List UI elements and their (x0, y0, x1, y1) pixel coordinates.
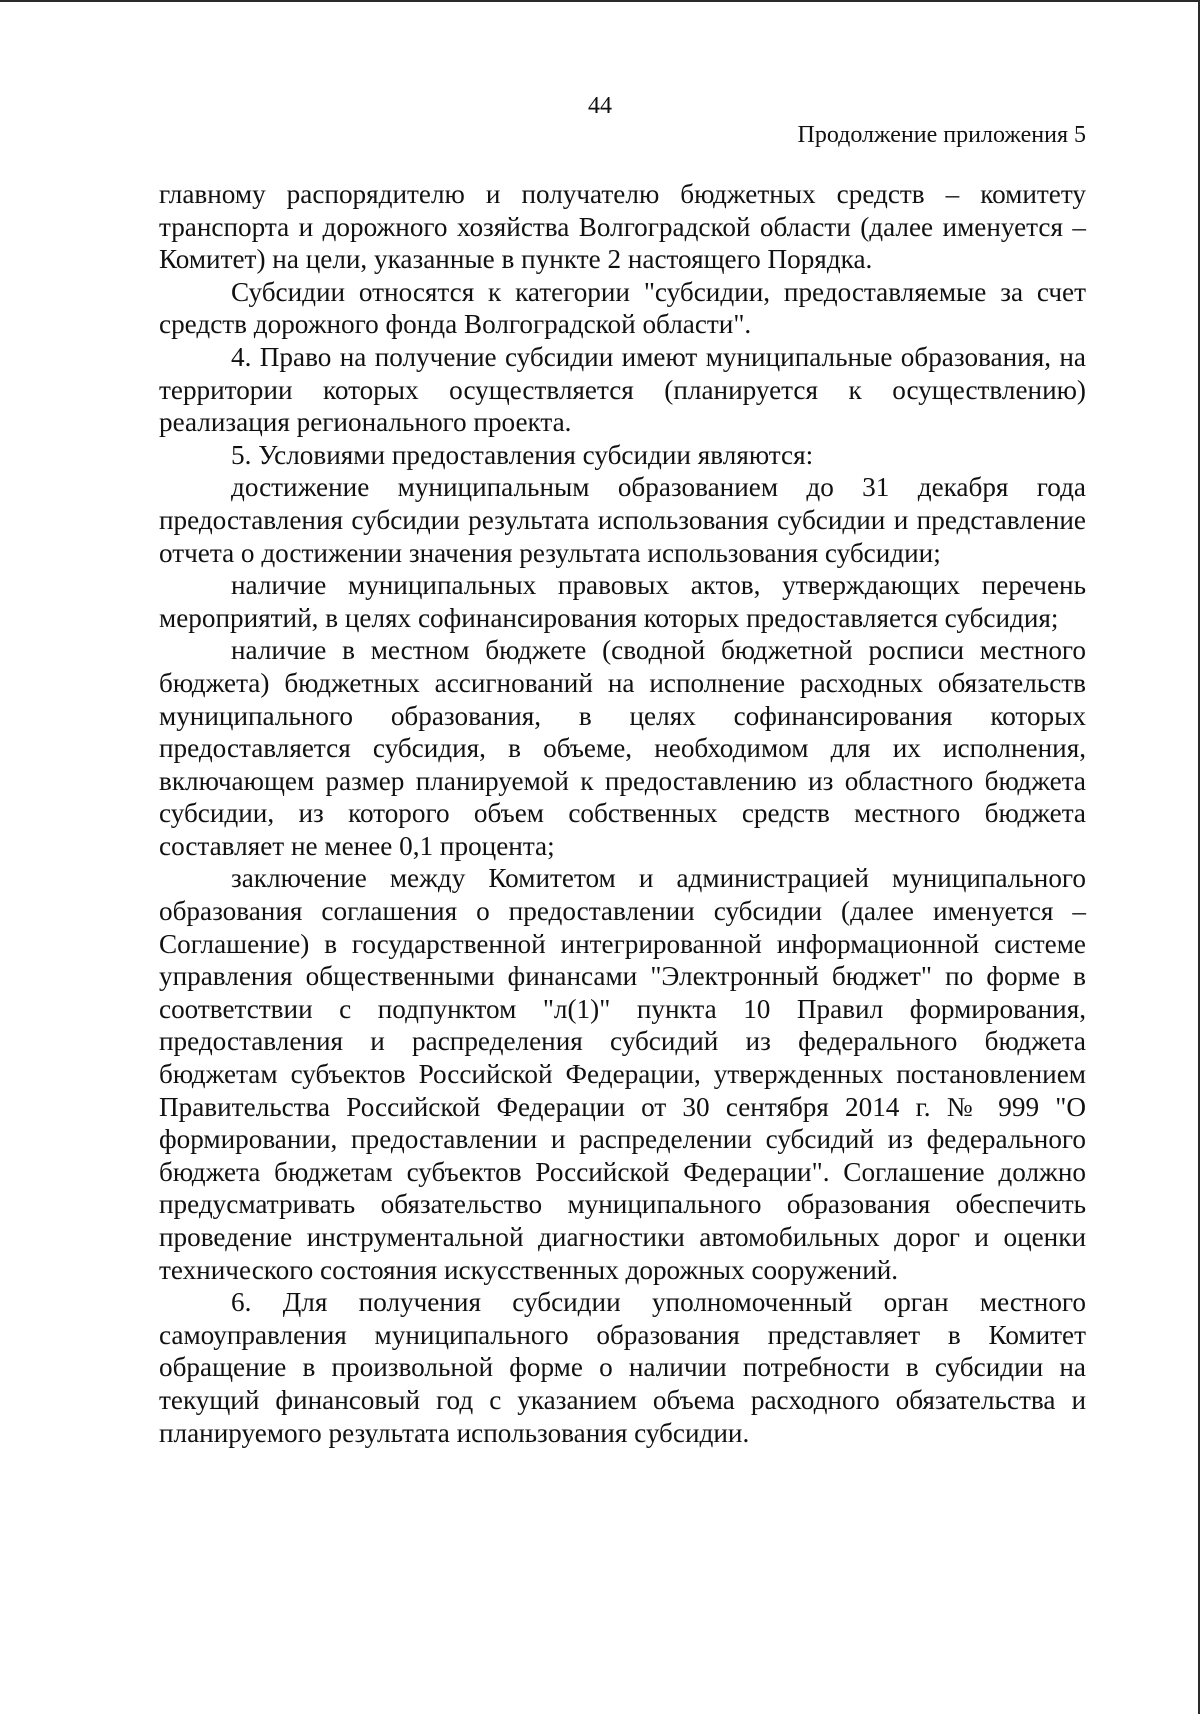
page-number: 44 (588, 93, 612, 119)
appendix-continuation-label: Продолжение приложения 5 (797, 122, 1086, 148)
paragraph-condition-local-budget: наличие в местном бюджете (сводной бюджетной росписи местного бюджета) бюджетных ассигнований на исполнение расходных обязательств муниципального образования, в целях софинансирования которых предоставляется субсидия, в объеме, необходимом для их исполнения, включающем размер планируемой к предоставлению из областного бюджета субсидии, из которого объем собственных средств местного бюджета составляет не менее 0,1 процента; (159, 635, 1086, 861)
paragraph-budget-recipient: главному распорядителю и получателю бюджетных средств – комитету транспорта и дорожного хозяйства Волгоградской области (далее именуется – Комитет) на цели, указанные в пункте 2 настоящего Порядка. (159, 179, 1086, 275)
paragraph-condition-agreement: заключение между Комитетом и администрацией муниципального образования соглашения о предоставлении субсидии (далее именуется – Соглашение) в государственной интегрированной информационной системе управления общественными финансами "Электронный бюджет" по форме в соответствии с подпунктом "л(1)" пункта 10 Правил формирования, предоставления и распределения субсидий из федерального бюджета бюджетам субъектов Российской Федерации, утвержденных постановлением Правительства Российской Федерации от 30 сентября 2014 г. № 999 "О формировании, предоставлении и распределении субсидий из федерального бюджета бюджетам субъектов Российской Федерации". Соглашение должно предусматривать обязательство муниципального образования обеспечить проведение инструментальной диагностики автомобильных дорог и оценки технического состояния искусственных дорожных сооружений. (159, 863, 1086, 1285)
document-body (159, 178, 1086, 1449)
paragraph-item-5: 5. Условиями предоставления субсидии являются: (231, 439, 814, 470)
paragraph-item-4: 4. Право на получение субсидии имеют муниципальные образования, на территории которых осуществляется (планируется к осуществлению) реализация регионального проекта. (159, 341, 1086, 438)
scan-edge-top (0, 0, 1200, 2)
paragraph-subsidy-category: Субсидии относятся к категории "субсидии, предоставляемые за счет средств дорожного фонда Волгоградской области". (159, 276, 1086, 340)
paragraph-condition-result: достижение муниципальным образованием до 31 декабря года предоставления субсидии результата использования субсидии и представление отчета о достижении значения результата использования субсидии; (159, 472, 1086, 568)
paragraph-condition-legal-acts: наличие муниципальных правовых актов, утверждающих перечень мероприятий, в целях софинансирования которых предоставляется субсидия; (159, 570, 1086, 633)
paragraph-item-6: 6. Для получения субсидии уполномоченный орган местного самоуправления муниципального образования представляет в Комитет обращение в произвольной форме о наличии потребности в субсидии на текущий финансовый год с указанием объема расходного обязательства и планируемого результата использования субсидии. (159, 1287, 1086, 1448)
